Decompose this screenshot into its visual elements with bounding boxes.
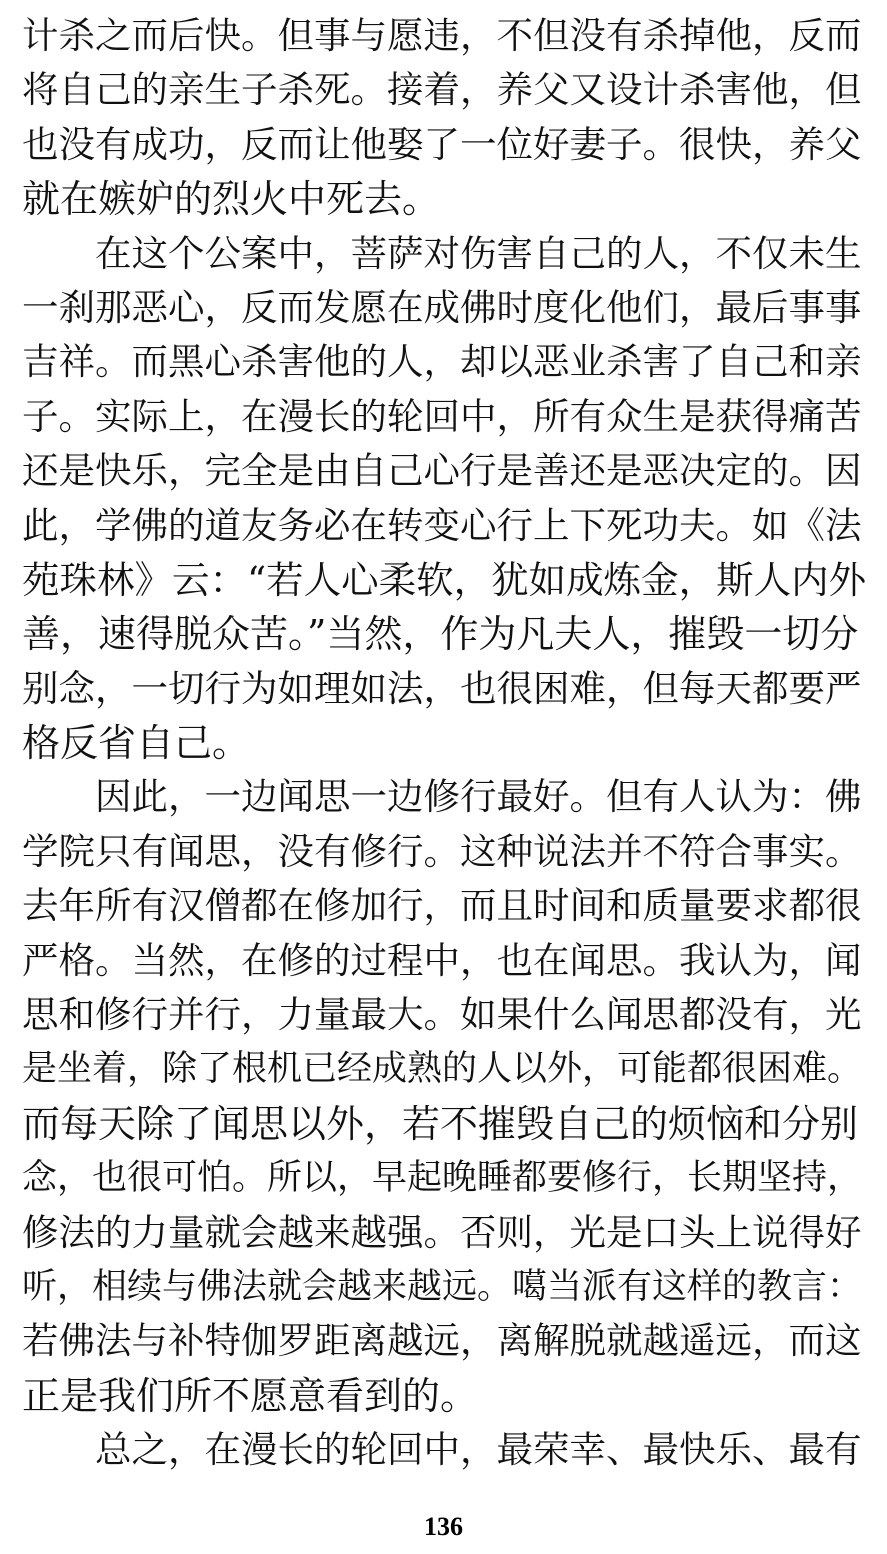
text-line: 还是快乐，完全是由自己心行是善还是恶决定的。因 [22, 449, 862, 493]
text-line: 学院只有闻思，没有修行。这种说法并不符合事实。 [22, 829, 862, 873]
text-line: 若佛法与补特伽罗距离越远，离解脱就越遥远，而这 [22, 1319, 862, 1363]
text-line: 此，学佛的道友务必在转变心行上下死功夫。如《法 [22, 503, 862, 547]
text-line: 吉祥。而黑心杀害他的人，却以恶业杀害了自己和亲 [22, 340, 862, 384]
text-line: 子。实际上，在漫长的轮回中，所有众生是获得痛苦 [22, 394, 862, 438]
text-line: 而每天除了闻思以外，若不摧毁自己的烦恼和分别 [22, 1101, 859, 1146]
text-line: 正是我们所不愿意看到的。 [22, 1373, 479, 1418]
text-line: 是坐着，除了根机已经成熟的人以外，可能都很困难。 [22, 1049, 863, 1090]
text-line: 去年所有汉僧都在修加行，而且时间和质量要求都很 [22, 884, 862, 928]
page-number: 136 [424, 1512, 463, 1541]
text-line: 一刹那恶心，反而发愿在成佛时度化他们，最后事事 [22, 285, 862, 329]
body-text [22, 9, 870, 1478]
text-line: 格反省自己。 [22, 721, 251, 766]
text-line: 计杀之而后快。但事与愿违，不但没有杀掉他，反而 [22, 14, 862, 57]
text-line: 因此，一边闻思一边修行最好。但有人认为：佛 [22, 775, 862, 819]
text-line: 将自己的亲生子杀死。接着，养父又设计杀害他，但 [22, 68, 862, 112]
text-line: 别念，一切行为如理如法，也很困难，但每天都要严 [22, 666, 862, 710]
text-line: 就在嫉妒的烈火中死去。 [22, 177, 441, 222]
text-line: 善，速得脱众苦。”当然，作为凡夫人，摧毁一切分 [22, 612, 859, 657]
text-line: 修法的力量就会越来越强。否则，光是口头上说得好 [22, 1210, 862, 1254]
text-line: 思和修行并行，力量最大。如果什么闻思都没有，光 [22, 993, 862, 1037]
text-line: 总之，在漫长的轮回中，最荣幸、最快乐、最有 [22, 1428, 862, 1472]
text-line: 听，相续与佛法就会越来越远。噶当派有这样的教言： [22, 1266, 863, 1307]
text-line: 严格。当然，在修的过程中，也在闻思。我认为，闻 [22, 938, 862, 982]
text-line: 念，也很可怕。所以，早起晚睡都要修行，长期坚持， [22, 1158, 863, 1199]
text-line: 在这个公案中，菩萨对伤害自己的人，不仅未生 [22, 231, 862, 275]
text-line: 苑珠林》云：“若人心柔软，犹如成炼金，斯人内外 [22, 557, 867, 602]
text-line: 也没有成功，反而让他娶了一位好妻子。很快，养父 [22, 122, 862, 166]
